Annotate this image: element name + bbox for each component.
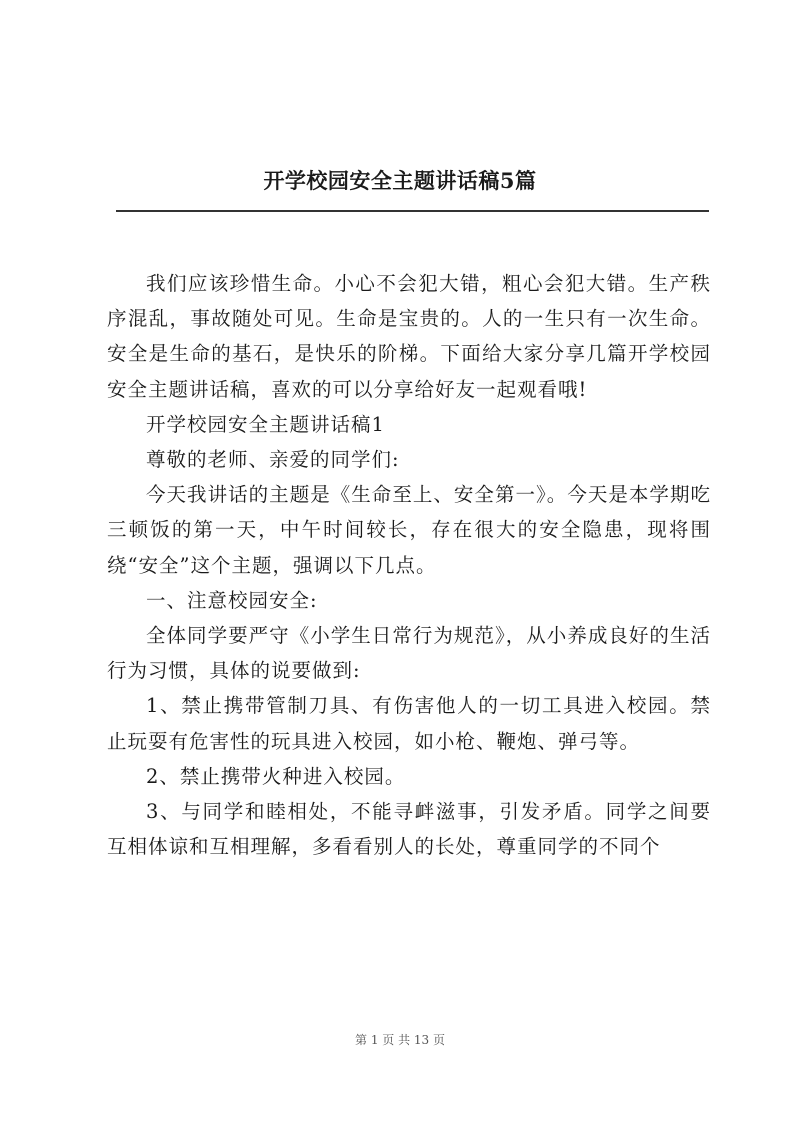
title-divider bbox=[116, 210, 709, 212]
salutation: 尊敬的老师、亲爱的同学们: bbox=[146, 448, 400, 472]
paragraph: 我们应该珍惜生命。小心不会犯大错，粗心会犯大错。生产秩序混乱，事故随处可见。生命是宝贵的。人的一生只有一次生命。安全是生命的基石，是快乐的阶梯。下面给大家分享几篇开学校园安全主题讲话稿，喜欢的可以分享给好友一起观看哦! bbox=[107, 272, 711, 401]
subheading: 一、注意校园安全: bbox=[146, 588, 318, 612]
page-title: 开学校园安全主题讲话稿5篇 bbox=[263, 168, 537, 193]
list-item: 2、禁止携带火种进入校园。 bbox=[146, 764, 406, 788]
document-body bbox=[107, 266, 711, 864]
list-item: 1、禁止携带管制刀具、有伤害他人的一切工具进入校园。禁止玩耍有危害性的玩具进入校园，如小枪、鞭炮、弹弓等。 bbox=[107, 694, 711, 753]
page-footer: 第 1 页 共 13 页 bbox=[355, 1033, 445, 1047]
paragraph: 今天我讲话的主题是《生命至上、安全第一》。今天是本学期吃三顿饭的第一天，中午时间较长，存在很大的安全隐患，现将围绕“安全”这个主题，强调以下几点。 bbox=[107, 483, 711, 577]
paragraph: 全体同学要严守《小学生日常行为规范》，从小养成良好的生活行为习惯，具体的说要做到: bbox=[107, 624, 711, 683]
list-item: 3、与同学和睦相处，不能寻衅滋事，引发矛盾。同学之间要互相体谅和互相理解，多看看别人的长处，尊重同学的不同个 bbox=[107, 800, 711, 859]
section-heading: 开学校园安全主题讲话稿1 bbox=[146, 412, 385, 436]
